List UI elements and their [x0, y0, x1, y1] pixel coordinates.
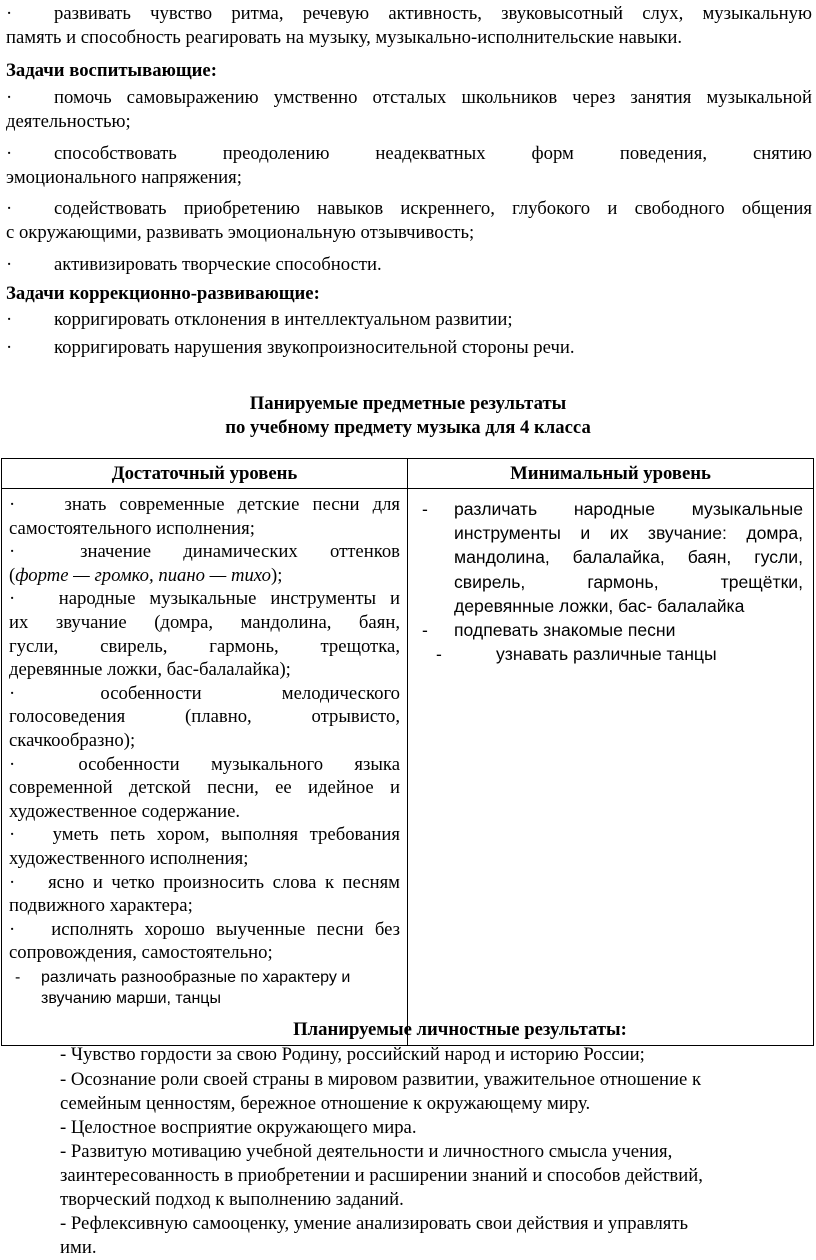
- list-item: узнавать различные танцы: [496, 644, 717, 665]
- list-item: значение динамических оттенков: [80, 541, 401, 563]
- sufficient-last-item: - различать разнообразные по характеру и звучанию марши, танцы: [9, 967, 400, 1009]
- upbringing-item: [6, 86, 812, 134]
- list-item-continuation: голосоведения (плавно, отрывисто,: [9, 706, 400, 728]
- intro-line-1: развивать чувство ритма, речевую активность, звуковысотный слух, музыкальную: [54, 3, 812, 24]
- personal-result-line: ими.: [60, 1237, 97, 1258]
- upbringing-item-text: содействовать приобретению навыков искреннего, глубокого и свободного общения: [54, 198, 812, 219]
- column-header-sufficient: Достаточный уровень: [2, 459, 408, 489]
- correction-item: [6, 308, 812, 332]
- personal-result-line: семейным ценностям, бережное отношение к окружающему миру.: [60, 1093, 591, 1114]
- list-item-continuation: инструменты и их звучание: домра,: [454, 523, 803, 544]
- list-item-continuation: гусли, свирель, гармонь, трещотка,: [9, 635, 400, 657]
- list-item-continuation: деревянные ложки, бас-балалайка);: [9, 659, 291, 681]
- correction-item-text: корригировать отклонения в интеллектуальном развитии;: [54, 309, 513, 330]
- list-item-continuation: деревянные ложки, бас- балалайка: [454, 595, 745, 616]
- personal-result-line: - Чувство гордости за свою Родину, российский народ и историю России;: [60, 1044, 645, 1065]
- list-item: ясно и четко произносить слова к песням: [48, 871, 401, 893]
- upbringing-item-text: активизировать творческие способности.: [54, 254, 382, 275]
- bullet-dot: ·: [6, 143, 13, 164]
- list-item-continuation: сопровождения, самостоятельно;: [9, 942, 273, 964]
- minimal-level-cell: [408, 489, 814, 1046]
- personal-result-line: - Развитую мотивацию учебной деятельности и личностного смысла учения,: [60, 1141, 673, 1162]
- list-item: подпевать знакомые песни: [454, 620, 676, 641]
- bullet-dot: ·: [6, 3, 13, 24]
- list-item: народные музыкальные инструменты и: [58, 588, 401, 610]
- list-item: исполнять хорошо выученные песни без: [51, 918, 401, 940]
- personal-results-title: Планируемые личностные результаты:: [293, 1019, 627, 1040]
- correction-heading: Задачи коррекционно-развивающие:: [6, 283, 320, 304]
- upbringing-item: [6, 197, 812, 245]
- upbringing-heading: Задачи воспитывающие:: [6, 60, 217, 81]
- column-header-minimal: Минимальный уровень: [408, 459, 814, 489]
- upbringing-item-text: способствовать преодолению неадекватных форм поведения, снятию: [54, 143, 812, 164]
- list-item-continuation: их звучание (домра, мандолина, баян,: [9, 611, 400, 633]
- list-item-continuation: художественное содержание.: [9, 800, 241, 822]
- upbringing-item-text: помочь самовыражению умственно отсталых школьников через занятия музыкальной: [54, 87, 812, 108]
- list-item-continuation: художественного исполнения;: [9, 847, 249, 869]
- list-item: уметь петь хором, выполняя требования: [52, 824, 401, 846]
- sufficient-list: · знать современные детские песни для самостоятельного исполнения; · значение динамических оттенков (форте — громко, пиано — тихо); · народные музыкальные инструменты и их звучание (домра, мандолина, баян, гусли, свирель, гармонь, трещотка, деревянные ложки, бас-балалайка); · особенности мелодического голосоведения (плавно, отрывисто, скачкообразно); · особенности музыкального языка современной детской песни, ее идейное и художественное содержание. · уметь петь хором, выполняя требования художественного исполнения; · ясно и четко произносить слова к песням подвижного характера; · исполнять хорошо выученные песни без сопровождения, самостоятельно;: [9, 494, 401, 964]
- bullet-dot: ·: [6, 254, 13, 275]
- bullet-dot: ·: [6, 87, 13, 108]
- personal-result-line: - Осознание роли своей страны в мировом развитии, уважительное отношение к: [60, 1069, 702, 1090]
- personal-result-line: заинтересованность в приобретении и расширении знаний и способов действий,: [60, 1165, 703, 1186]
- list-item: особенности музыкального языка: [78, 753, 400, 775]
- list-item-continuation: мандолина, балалайка, баян, гусли,: [454, 547, 803, 568]
- upbringing-item-continuation: эмоционального напряжения;: [6, 167, 242, 188]
- subject-results-table: [1, 458, 814, 1046]
- intro-line-2: память и способность реагировать на музыку, музыкально-исполнительские навыки.: [6, 27, 683, 48]
- upbringing-item-continuation: деятельностью;: [6, 111, 131, 132]
- list-item-continuation: современной детской песни, ее идейное и: [9, 777, 400, 799]
- correction-item-text: корригировать нарушения звукопроизносительной стороны речи.: [54, 337, 575, 358]
- bullet-dot: ·: [6, 309, 13, 330]
- upbringing-item-continuation: с окружающими, развивать эмоциональную отзывчивость;: [6, 222, 475, 243]
- list-item-continuation: (форте — громко, пиано — тихо);: [9, 564, 283, 586]
- subject-results-title: Панируемые предметные результаты: [249, 393, 567, 414]
- list-item-continuation: подвижного характера;: [9, 895, 193, 917]
- intro-paragraph: [6, 2, 812, 50]
- personal-result-line: - Рефлексивную самооценку, умение анализировать свои действия и управлять: [60, 1213, 689, 1234]
- minimal-list: - различать народные музыкальные инструменты и их звучание: домра, мандолина, балалайка, баян, гусли, свирель, гармонь, трещётки, деревянные ложки, бас- балалайка - подпевать знакомые песни - узнавать различные танцы: [408, 489, 813, 666]
- list-item-continuation: звучанию марши, танцы: [41, 989, 221, 1007]
- list-item: знать современные детские песни для: [64, 494, 400, 515]
- list-item-continuation: свирель, гармонь, трещётки,: [454, 571, 803, 592]
- personal-result-line: творческий подход к выполнению заданий.: [60, 1189, 404, 1210]
- bullet-dot: ·: [6, 337, 13, 358]
- list-item-continuation: скачкообразно);: [9, 729, 136, 751]
- list-item-continuation: самостоятельного исполнения;: [9, 517, 255, 539]
- sufficient-level-cell: [2, 489, 408, 1046]
- upbringing-item: [6, 253, 812, 277]
- subject-results-subtitle: по учебному предмету музыка для 4 класса: [225, 417, 591, 438]
- personal-result-line: - Целостное восприятие окружающего мира.: [60, 1117, 417, 1138]
- list-item: различать народные музыкальные: [454, 499, 803, 519]
- correction-item: [6, 336, 812, 360]
- list-item: различать разнообразные по характеру и: [41, 968, 351, 986]
- list-item: особенности мелодического: [100, 682, 400, 704]
- upbringing-item: [6, 142, 812, 190]
- bullet-dot: ·: [6, 198, 13, 219]
